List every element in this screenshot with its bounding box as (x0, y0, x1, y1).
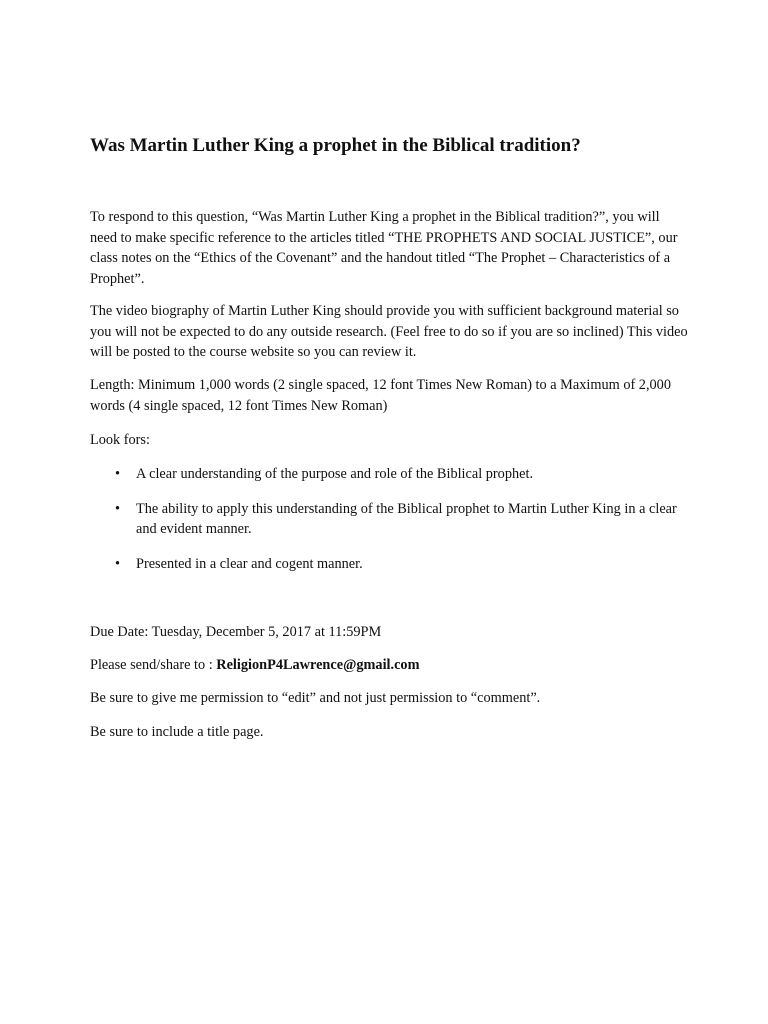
email-address: ReligionP4Lawrence@gmail.com (216, 657, 420, 673)
list-item (90, 499, 690, 540)
due-date: Due Date: Tuesday, December 5, 2017 at 11:59PM (90, 624, 382, 640)
bullet-icon: • (115, 500, 121, 517)
send-label: Please send/share to : (90, 657, 217, 673)
bullet-icon: • (115, 555, 121, 572)
list-item-text: The ability to apply this understanding of the Biblical prophet to Martin Luther King in a clear and evident manner. (136, 500, 677, 537)
bullet-icon: • (115, 466, 121, 482)
send-instruction (90, 655, 690, 676)
title-page-instruction: Be sure to include a title page. (90, 724, 264, 740)
document-title: Was Martin Luther King a prophet in the Biblical tradition? (90, 135, 581, 156)
intro-paragraph: To respond to this question, “Was Martin Luther King a prophet in the Biblical tradition?”, you will need to make specific reference to the articles titled “THE PROPHETS AND SOCIAL JUSTICE”, our class notes on the “Ethics of the Covenant” and the handout titled “The Prophet – Characteristics of a Prophet”. (90, 209, 678, 287)
video-paragraph: The video biography of Martin Luther King should provide you with sufficient background material so you will not be expected to do any outside research. (Feel free to do so if you are so inclined) This video will be posted to the course website so you can review it. (90, 303, 688, 360)
lookfors-list (90, 464, 690, 588)
list-item-text: A clear understanding of the purpose and role of the Biblical prophet. (136, 466, 534, 482)
permission-instruction: Be sure to give me permission to “edit” and not just permission to “comment”. (90, 690, 541, 706)
lookfors-heading: Look fors: (90, 432, 150, 448)
list-item-text: Presented in a clear and cogent manner. (136, 555, 363, 572)
length-paragraph: Length: Minimum 1,000 words (2 single spaced, 12 font Times New Roman) to a Maximum of 2,000 words (4 single spaced, 12 font Times New Roman) (90, 377, 671, 414)
list-item (90, 554, 690, 575)
list-item (90, 464, 690, 485)
